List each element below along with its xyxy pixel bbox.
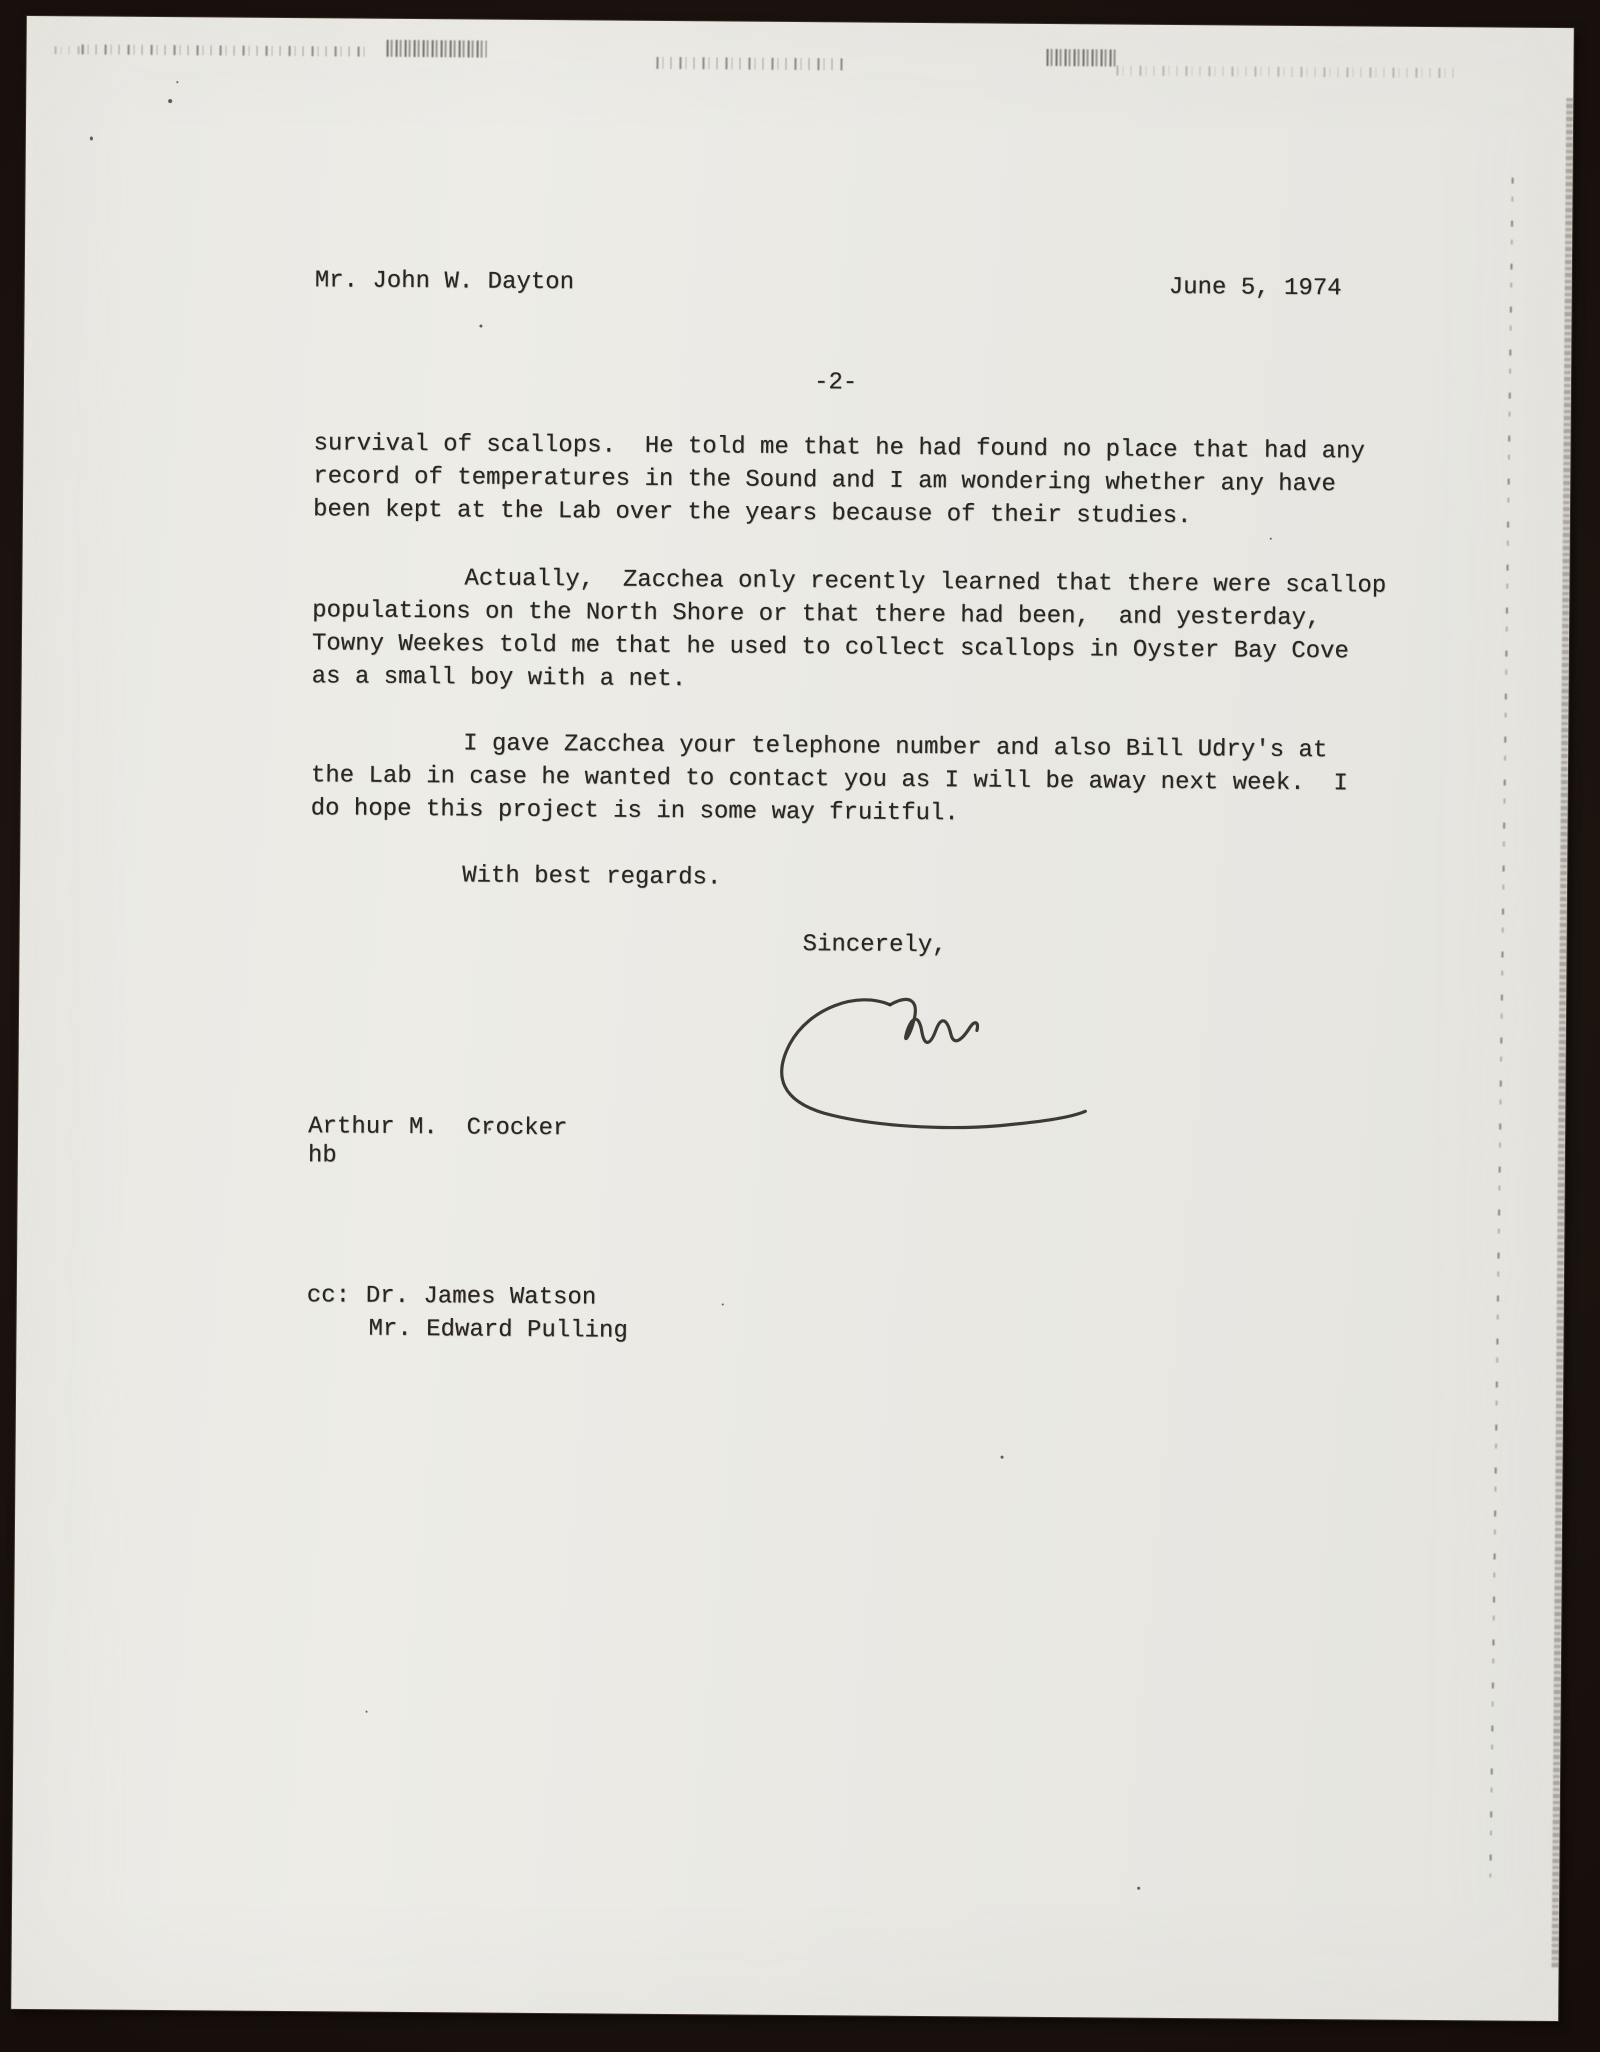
scan-noise-band — [1046, 49, 1116, 67]
scan-speck — [479, 325, 482, 328]
page-number: -2- — [813, 369, 858, 397]
letter-line: Actually, Zacchea only recently learned that there were scallop — [464, 565, 1387, 600]
scan-speck — [1270, 538, 1272, 540]
scan-noise-band — [1116, 66, 1461, 79]
letter-line: record of temperatures in the Sound and I am wondering whether any have — [313, 463, 1336, 499]
letter-line: survival of scallops. He told me that he had found no place that had any — [313, 430, 1365, 466]
cc-label: cc: — [306, 1282, 351, 1310]
typist-initials: hb — [307, 1142, 337, 1170]
scan-noise-band — [55, 46, 85, 54]
letter-line: populations on the North Shore or that there had been, and yesterday, — [312, 597, 1321, 633]
letter-line: the Lab in case he wanted to contact you as I will be away next week. I — [310, 762, 1348, 798]
fold-crease-line — [1489, 178, 1513, 1878]
scan-speck — [1001, 1456, 1004, 1459]
scan-speck — [90, 136, 93, 140]
scan-speck — [168, 99, 172, 103]
scan-speck — [366, 1711, 368, 1713]
regards-line: With best regards. — [462, 862, 722, 892]
letter-line: been kept at the Lab over the years because of their studies. — [312, 496, 1192, 531]
letter-page — [11, 16, 1574, 2021]
sender-name: Arthur M. Crocker — [308, 1113, 568, 1143]
letter-line: Towny Weekes told me that he used to collect scallops in Oyster Bay Cove — [311, 630, 1349, 666]
signature-scribble — [768, 988, 1105, 1145]
letter-line: as a small boy with a net. — [311, 663, 687, 694]
letter-line: I gave Zacchea your telephone number and also Bill Udry's at — [463, 730, 1328, 765]
cc-name: Dr. James Watson — [365, 1282, 597, 1312]
cc-name: Mr. Edward Pulling — [368, 1315, 628, 1345]
letter-line: do hope this project is in some way fruitful. — [310, 795, 959, 828]
scan-noise-band — [656, 57, 846, 70]
paper-edge-texture — [1552, 98, 1574, 1968]
scan-speck — [1137, 1887, 1140, 1890]
scan-noise-band — [82, 44, 372, 56]
scan-speck — [722, 1303, 724, 1305]
scan-speck — [176, 81, 178, 83]
scan-noise-band — [387, 40, 487, 58]
recipient-name: Mr. John W. Dayton — [314, 267, 575, 297]
letter-date: June 5, 1974 — [1168, 273, 1342, 303]
valediction-line: Sincerely, — [802, 931, 947, 960]
